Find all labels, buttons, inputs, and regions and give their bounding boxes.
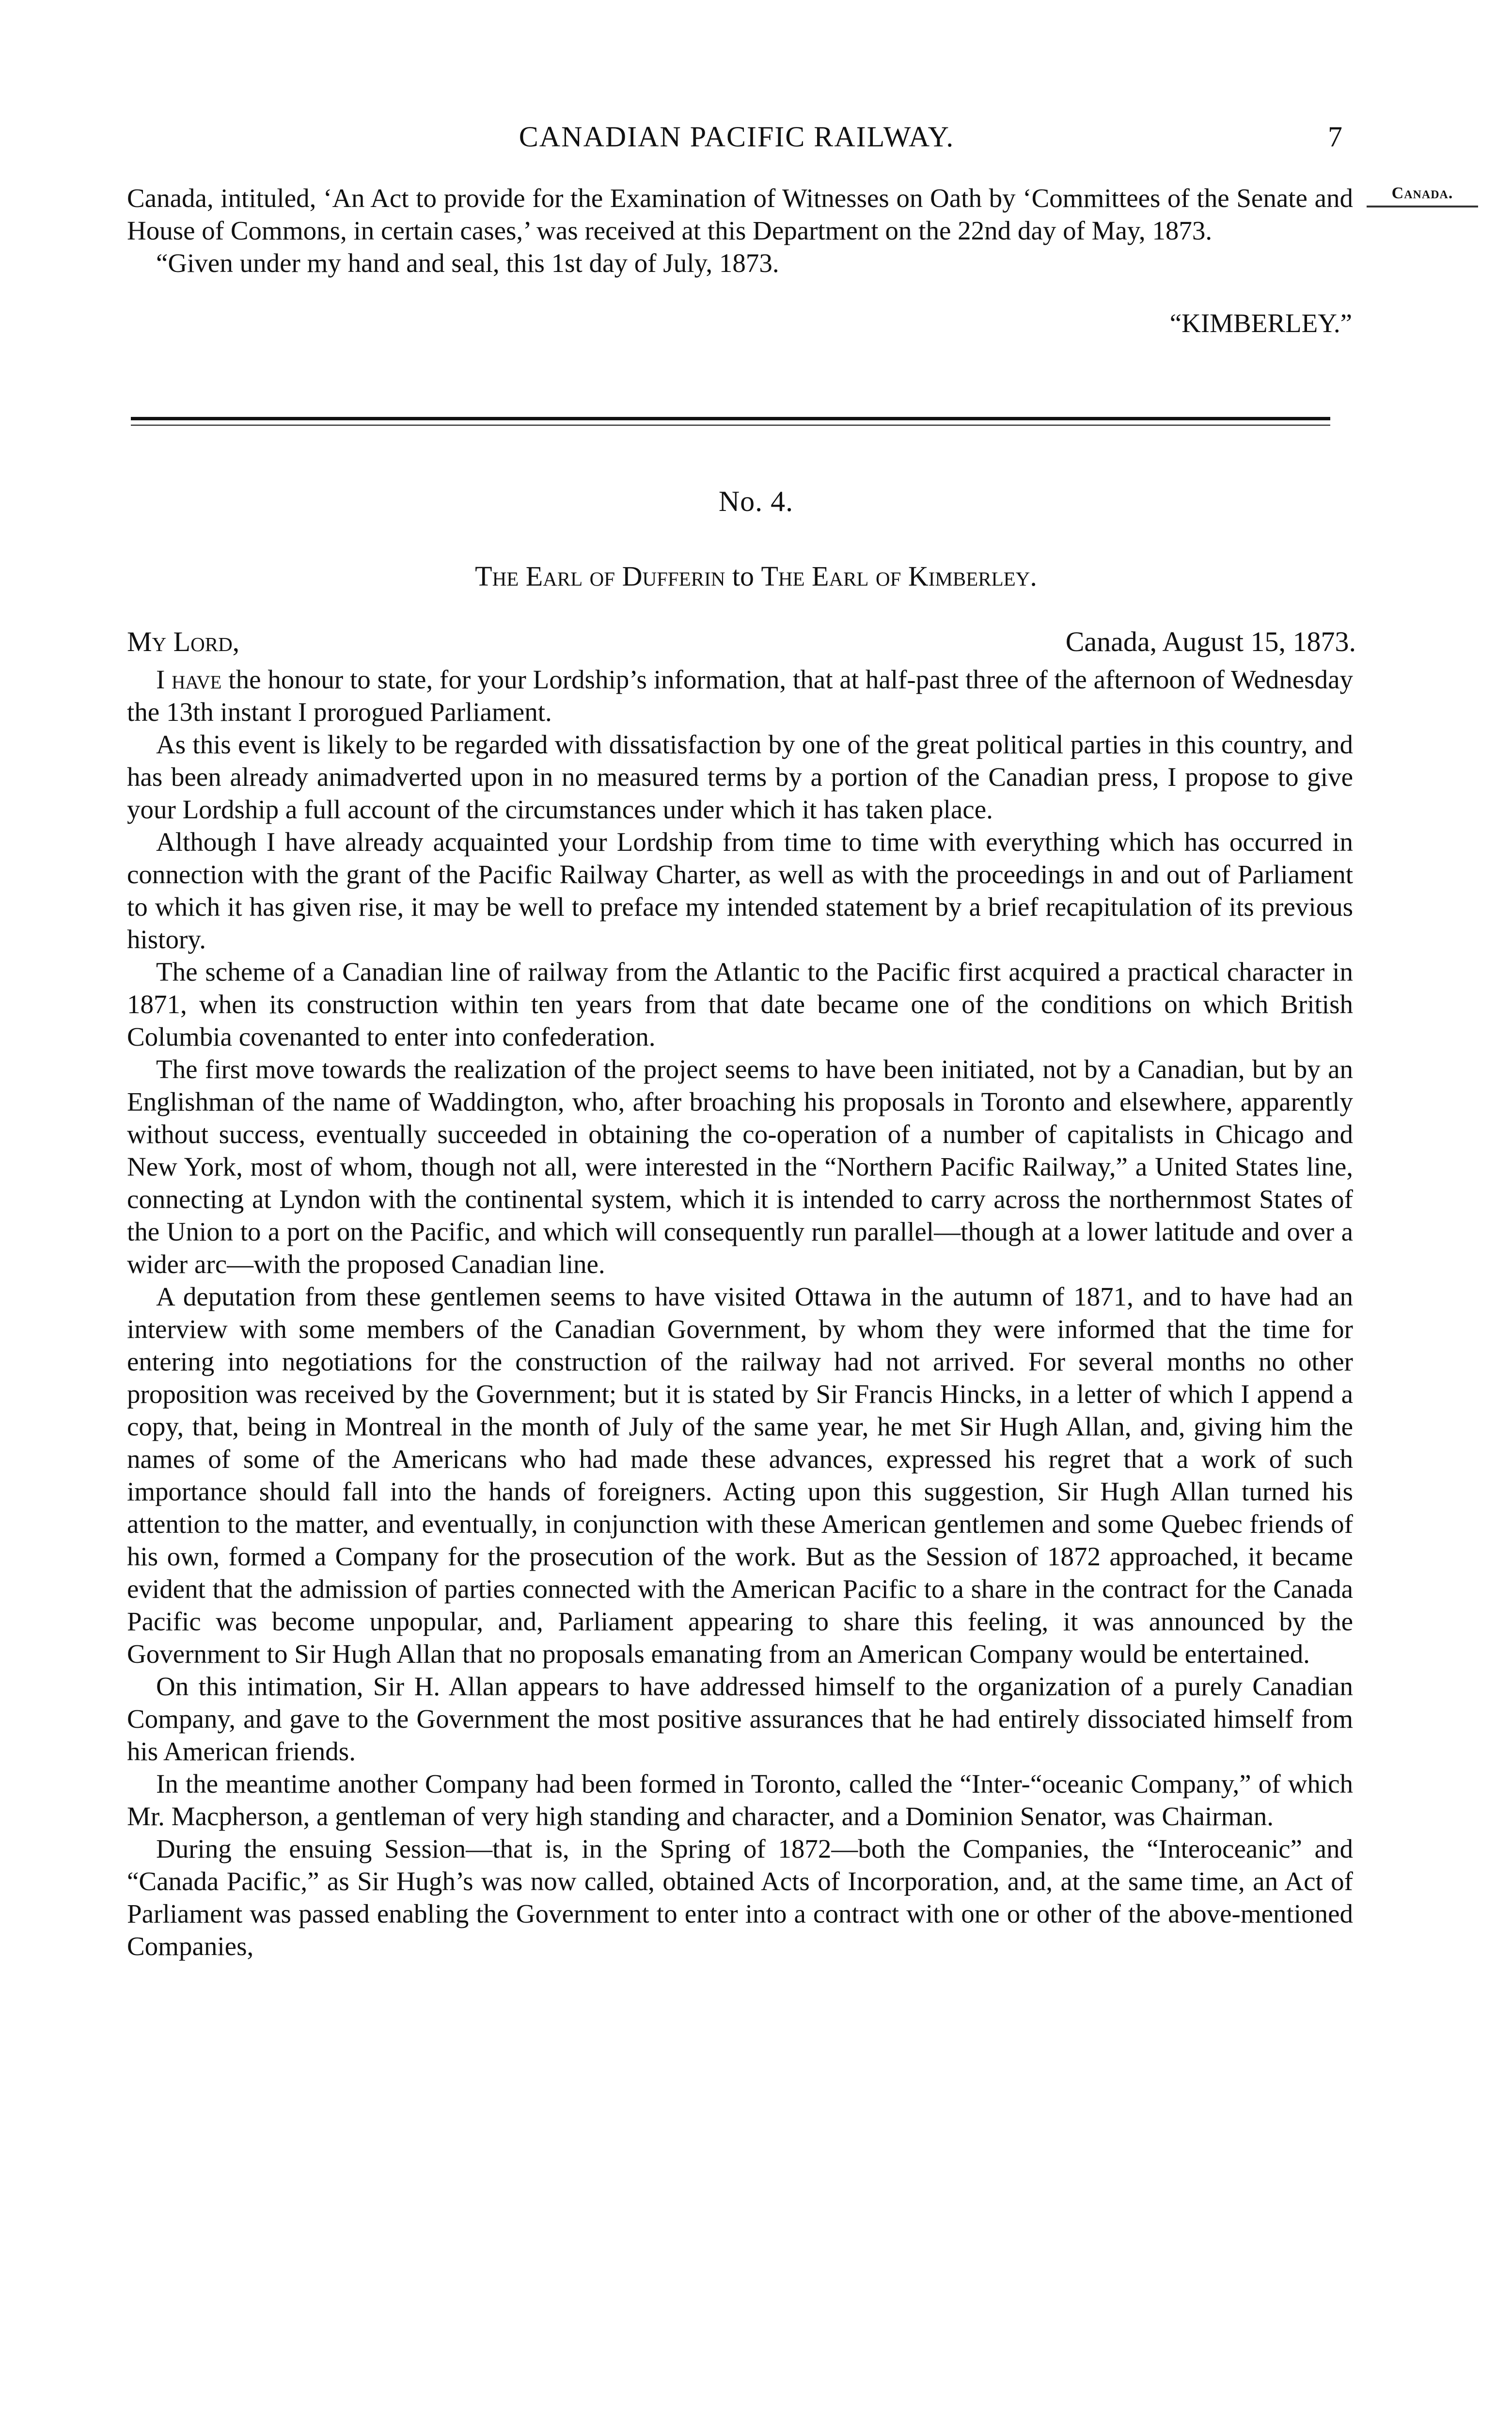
letter-body	[127, 663, 1353, 1962]
paragraph-1	[127, 663, 1353, 728]
given-line: “Given under my hand and seal, this 1st day of July, 1873.	[156, 248, 779, 278]
document-heading	[0, 560, 1512, 592]
section-divider-thin	[131, 425, 1330, 426]
paragraph-4: The scheme of a Canadian line of railway from the Atlantic to the Pacific first acquired a practical character in 1871, when its construction within ten years from that date became one of the conditions on which British Columbia covenanted to enter into confederation.	[127, 957, 1353, 1051]
paragraph-7: On this intimation, Sir H. Allan appears to have addressed himself to the organization of a purely Canadian Company, and gave to the Government the most positive assurances that he had entirely dissociated himself from his American friends.	[127, 1672, 1353, 1766]
place-date: Canada, August 15, 1873.	[1065, 626, 1356, 657]
paragraph-2: As this event is likely to be regarded with dissatisfaction by one of the great political parties in this country, and has been already animadverted upon in no measured terms by a portion of the Canadian press, I propose to give your Lordship a full account of the circumstances under which it has taken place.	[127, 730, 1353, 824]
margin-note: Canada.	[1367, 184, 1478, 207]
paragraph-5: The first move towards the realization of the project seems to have been initiated, not by a Canadian, but by an Englishman of the name of Waddington, who, after broaching his proposals in Toronto and elsewhere, apparently without success, eventually succeeded in obtaining the co-operation of a number of capitalists in Chicago and New York, most of whom, though not all, were interested in the “Northern Pacific Railway,” a United States line, connecting at Lyndon with the continental system, which it is intended to carry across the northernmost States of the Union to a port on the Pacific, and which will consequently run parallel—though at a lower latitude and over a wider arc—with the proposed Canadian line.	[127, 1054, 1353, 1279]
paragraph-9: During the ensuing Session—that is, in the Spring of 1872—both the Companies, the “Interoceanic” and “Canada Pacific,” as Sir Hugh’s was now called, obtained Acts of Incorporation, and, at the same time, an Act of Parliament was passed enabling the Government to enter into a contract with one or other of the above-mentioned Companies,	[127, 1834, 1353, 1961]
signature: “KIMBERLEY.”	[1169, 308, 1352, 338]
heading-to: The Earl of Kimberley.	[761, 560, 1037, 592]
section-divider	[131, 417, 1330, 420]
paragraph-lead: I have	[156, 665, 222, 694]
heading-connector: to	[732, 560, 754, 592]
continued-text	[127, 182, 1353, 279]
running-head	[131, 111, 1342, 154]
paragraph-8: In the meantime another Company had been formed in Toronto, called the “Inter-“oceanic Company,” of which Mr. Macpherson, a gentleman of very high standing and character, and a Dominion Senator, was Chairman.	[127, 1769, 1353, 1831]
paragraph-3: Although I have already acquainted your Lordship from time to time with everything which has occurred in connection with the grant of the Pacific Railway Charter, as well as with the proceedings in and out of Parliament to which it has given rise, it may be well to preface my intended statement by a brief recapitulation of its previous history.	[127, 827, 1353, 954]
page-number: 7	[1328, 121, 1342, 153]
paragraph-6: A deputation from these gentlemen seems to have visited Ottawa in the autumn of 1871, and to have had an interview with some members of the Canadian Government, by whom they were informed that the time for entering into negotiations for the construction of the railway had not arrived. For several months no other proposition was received by the Government; but it is stated by Sir Francis Hincks, in a letter of which I append a copy, that, being in Montreal in the month of July of the same year, he met Sir Hugh Allan, and, giving him the names of some of the Americans who had made these advances, expressed his regret that a work of such importance should fall into the hands of foreigners. Acting upon this suggestion, Sir Hugh Allan turned his attention to the matter, and eventually, in conjunction with these American gentlemen and some Quebec friends of his own, formed a Company for the prosecution of the work. But as the Session of 1872 approached, it became evident that the admission of parties connected with the American Pacific to a share in the contract for the Canada Pacific was become unpopular, and, Parliament appearing to share this feeling, it was announced by the Government to Sir Hugh Allan that no proposals emanating from an American Company would be entertained.	[127, 1282, 1353, 1669]
paragraph-text: the honour to state, for your Lordship’s information, that at half-past three of the afternoon of Wednesday the 13th instant I prorogued Parliament.	[127, 665, 1353, 727]
continued-paragraph: Canada, intituled, ‘An Act to provide for the Examination of Witnesses on Oath by ‘Committees of the Senate and House of Commons, in certain cases,’ was received at this Department on the 22nd day of May, 1873.	[127, 183, 1353, 245]
running-head-title: CANADIAN PACIFIC RAILWAY.	[519, 121, 955, 153]
document-number: No. 4.	[718, 485, 794, 517]
salutation: My Lord,	[127, 626, 240, 657]
heading-from: The Earl of Dufferin	[475, 560, 725, 592]
